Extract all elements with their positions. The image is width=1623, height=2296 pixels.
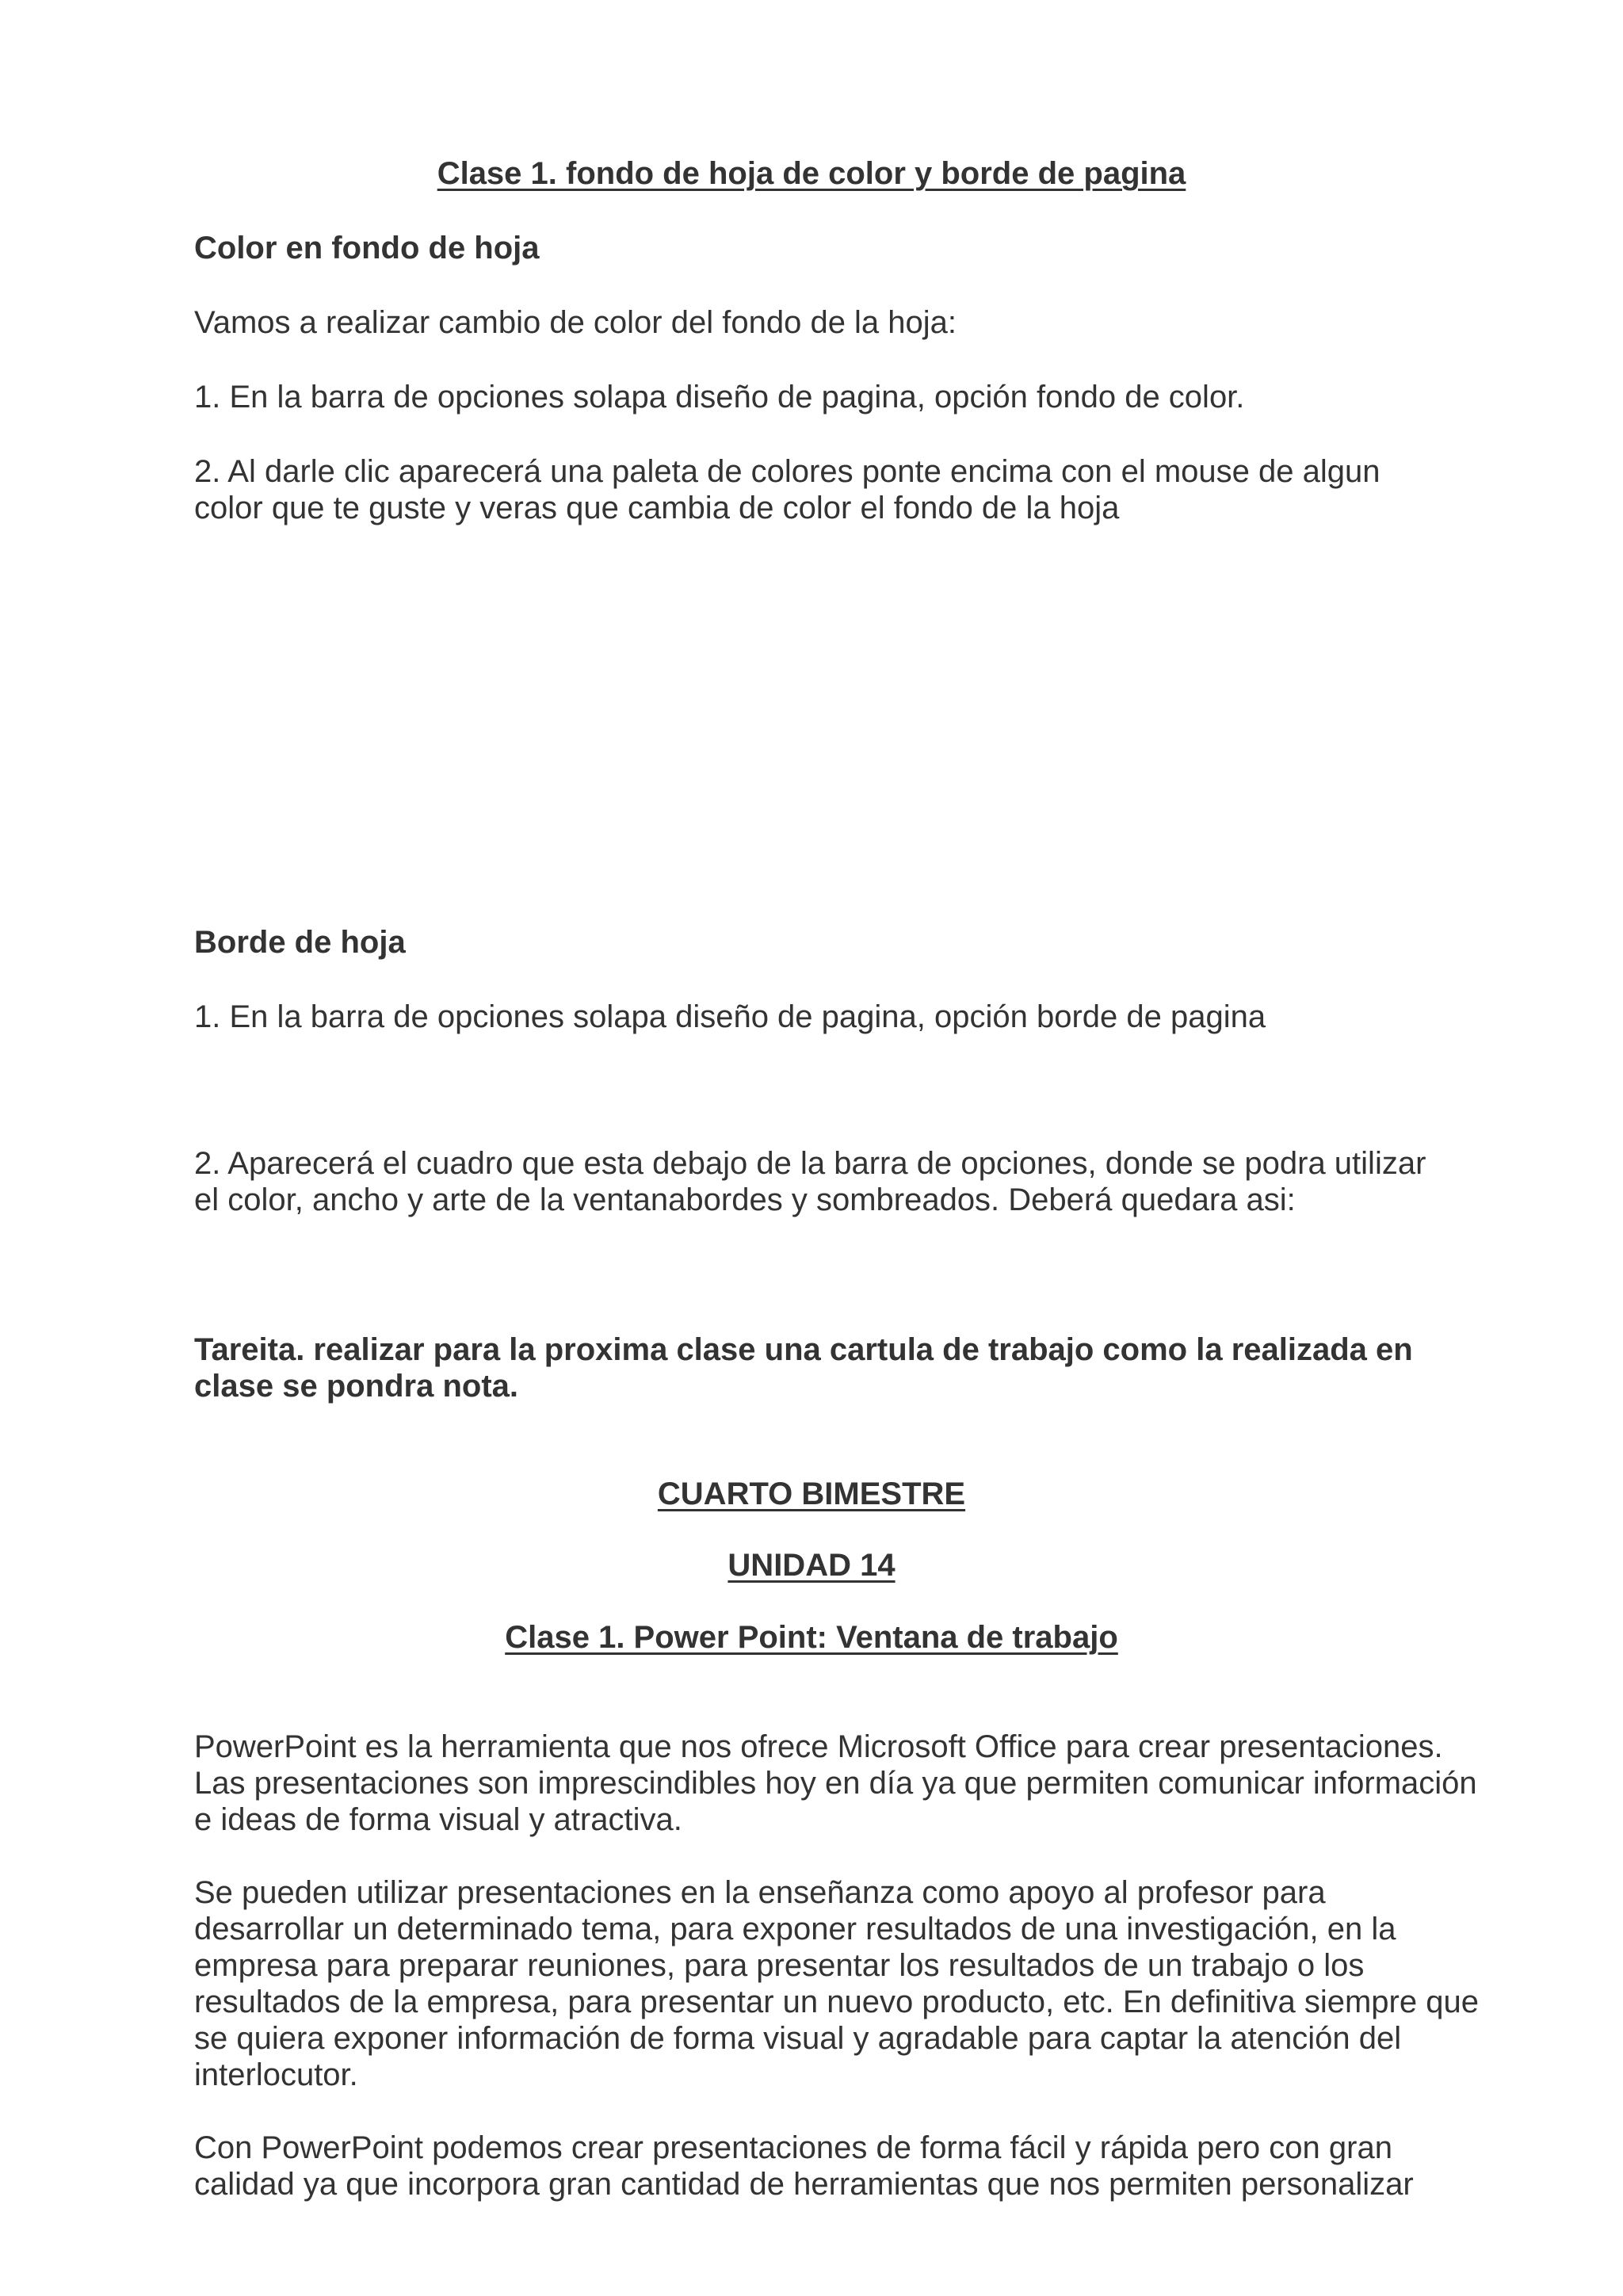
section-heading-border: Borde de hoja [194,925,406,960]
step-2-color-line-1: 2. Al darle clic aparecerá una paleta de colores ponte encima con el mouse de algun [194,454,1381,489]
paragraph-2-line-4: resultados de la empresa, para presentar un nuevo producto, etc. En definitiva siempre que [194,1985,1479,2019]
step-1-color: 1. En la barra de opciones solapa diseño de pagina, opción fondo de color. [194,380,1245,415]
bimester-title: CUARTO BIMESTRE [657,1477,966,1511]
paragraph-2-line-2: desarrollar un determinado tema, para exponer resultados de una investigación, en la [194,1912,1396,1946]
step-2-border-line-1: 2. Aparecerá el cuadro que esta debajo de la barra de opciones, donde se podra utilizar [194,1146,1426,1181]
step-1-border: 1. En la barra de opciones solapa diseño de pagina, opción borde de pagina [194,999,1266,1034]
paragraph-2-line-6: interlocutor. [194,2057,358,2092]
section-heading-color: Color en fondo de hoja [194,231,540,266]
homework-line-1: Tareita. realizar para la proxima clase una cartula de trabajo como la realizada en [194,1332,1413,1367]
powerpoint-class-title: Clase 1. Power Point: Ventana de trabajo [505,1620,1118,1655]
paragraph-1-line-1: PowerPoint es la herramienta que nos ofrece Microsoft Office para crear presentaciones. [194,1729,1443,1764]
intro-paragraph: Vamos a realizar cambio de color del fondo de la hoja: [194,305,957,340]
paragraph-2-line-3: empresa para preparar reuniones, para presentar los resultados de un trabajo o los [194,1948,1365,1983]
step-2-color-line-2: color que te guste y veras que cambia de color el fondo de la hoja [194,491,1120,525]
paragraph-1-line-2: Las presentaciones son imprescindibles hoy en día ya que permiten comunicar información [194,1766,1477,1801]
paragraph-2-line-1: Se pueden utilizar presentaciones en la enseñanza como apoyo al profesor para [194,1875,1326,1910]
class-title: Clase 1. fondo de hoja de color y borde de pagina [437,156,1186,191]
paragraph-3-line-1: Con PowerPoint podemos crear presentaciones de forma fácil y rápida pero con gran [194,2130,1392,2165]
paragraph-3-line-2: calidad ya que incorpora gran cantidad de herramientas que nos permiten personalizar [194,2167,1414,2202]
homework-line-2: clase se pondra nota. [194,1369,519,1404]
step-2-border-line-2: el color, ancho y arte de la ventanabordes y sombreados. Deberá quedara asi: [194,1182,1296,1217]
paragraph-1-line-3: e ideas de forma visual y atractiva. [194,1802,682,1837]
paragraph-2-line-5: se quiera exponer información de forma visual y agradable para captar la atención del [194,2021,1402,2056]
unit-title: UNIDAD 14 [727,1548,896,1583]
